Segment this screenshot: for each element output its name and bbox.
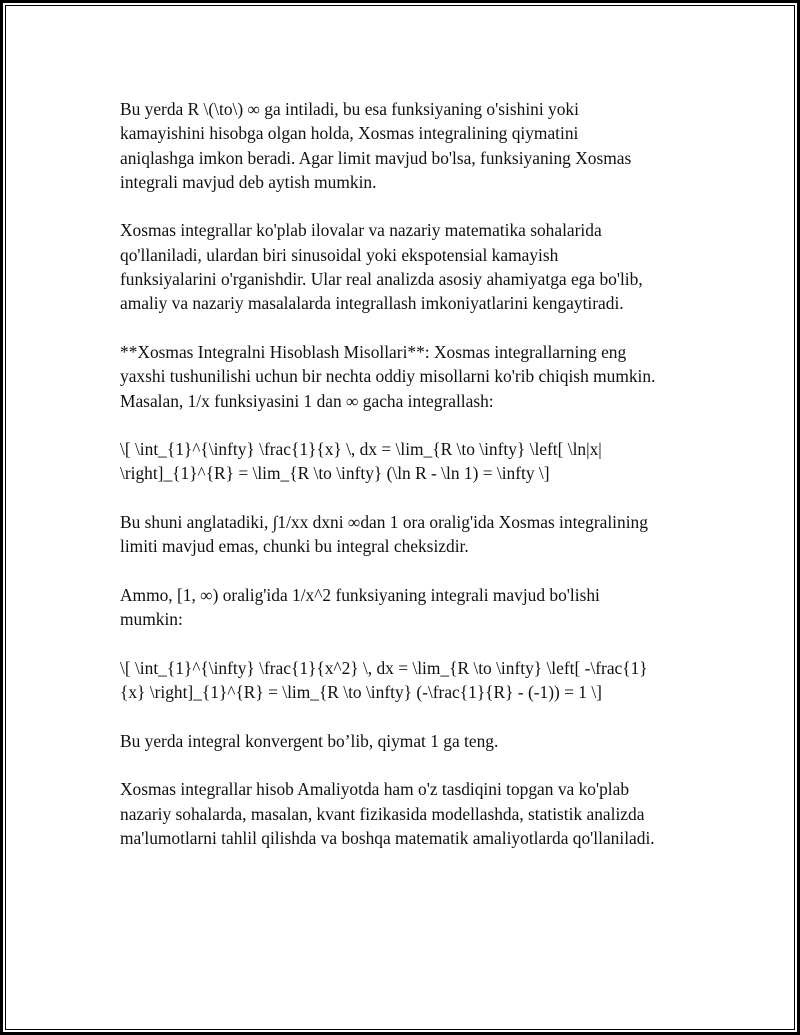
paragraph-divergence: Bu shuni anglatadiki, ∫1/xx dxni ∞dan 1 ora oralig'ida Xosmas integralining limiti mavjud emas, chunki bu integral cheksizdir. [120,512,648,557]
paragraph-convergence: Bu yerda integral konvergent bo’lib, qiymat 1 ga teng. [120,730,499,751]
paragraph-limit-explanation: Bu yerda R \(\to\) ∞ ga intiladi, bu esa funksiyaning o'sishini yoki kamayishini hisobga olgan holda, Xosmas integralining qiymatini aniqlashga imkon beradi. Agar limit mavjud bo'lsa, funksiyaning Xosmas integrali mavjud deb aytish mumkin. [120,99,632,192]
paragraph-applications: Xosmas integrallar ko'plab ilovalar va nazariy matematika sohalarida qo'llaniladi, ulardan biri sinusoidal yoki ekspotensial kamayish funksiyalarini o'rganishdir. Ular real analizda asosiy ahamiyatga ega bo'lib, amaliy va nazariy masalalarda integrallash imkoniyatlarini kengaytiradi. [120,220,643,314]
document-body [120,97,700,875]
paragraph-second-example: Ammo, [1, ∞) oralig'ida 1/x^2 funksiyaning integrali mavjud bo'lishi mumkin: [120,584,600,630]
formula-integral-1-over-x: \[ \int_{1}^{\infty} \frac{1}{x} \, dx = \lim_{R \to \infty} \left[ \ln|x| \right]_{1}^{R} = \lim_{R \to \infty} (\ln R - \ln 1) = \infty \] [120,439,602,484]
paragraph-conclusion: Xosmas integrallar hisob Amaliyotda ham o'z tasdiqini topgan va ko'plab nazariy sohalarda, masalan, kvant fizikasida modellashda, statistik analizda ma'lumotlarni tahlil qilishda va boshqa matematik amaliyotlarda qo'llaniladi. [120,779,655,848]
formula-integral-1-over-x-squared: \[ \int_{1}^{\infty} \frac{1}{x^2} \, dx = \lim_{R \to \infty} \left[ -\frac{1} {x} \right]_{1}^{R} = \lim_{R \to \infty} (-\frac{1}{R} - (-1)) = 1 \] [120,657,648,703]
paragraph-examples-heading: **Xosmas Integralni Hisoblash Misollari**: Xosmas integrallarning eng yaxshi tushunilishi uchun bir nechta oddiy misollarni ko'rib chiqish mumkin. Masalan, 1/x funksiyasini 1 dan ∞ gacha integrallash: [120,341,656,411]
